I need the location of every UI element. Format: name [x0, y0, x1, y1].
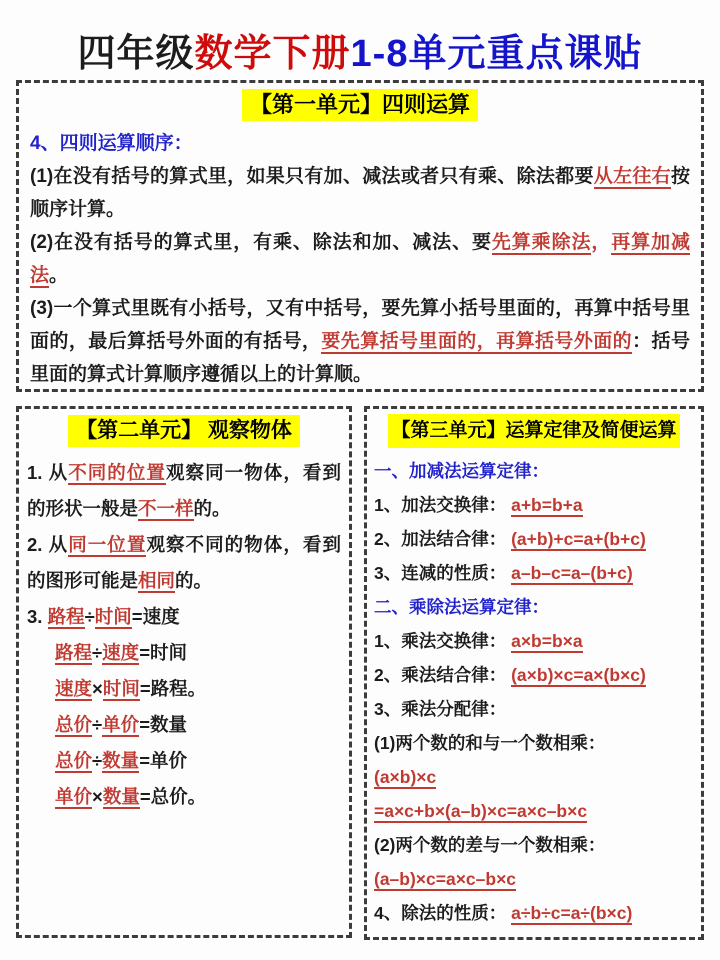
text-segment-red-u: (a×b)×c=a×(b×c) [511, 665, 646, 685]
text-segment: =总价。 [139, 786, 207, 807]
text-line [30, 127, 690, 160]
text-segment-red-u: a+b=b+a [511, 495, 583, 515]
text-segment-red-u: a×b=b×a [511, 631, 583, 651]
text-segment: 2、乘法结合律： [374, 665, 512, 685]
text-segment: (3)一个算式里既有小括号，又有中括号，要先算小括号里面的，再算中括号里面的，最后算括号外面的有括号， [30, 298, 690, 352]
text-line [374, 556, 694, 590]
text-segment-red-u: a–b–c=a–(b+c) [511, 563, 633, 583]
text-segment: 2、加法结合律： [374, 529, 512, 549]
text-line [374, 896, 694, 930]
text-segment: 观察同一物体，看到的形状一般是 [27, 462, 341, 519]
section-unit2-header [27, 415, 341, 447]
text-line [374, 624, 694, 658]
text-line [27, 779, 341, 815]
section-unit1-header [30, 89, 690, 121]
text-segment-red-u: 时间 [94, 606, 132, 627]
text-segment-t-blue: 1-8单元重点课贴 [350, 33, 643, 75]
text-segment: 1、加法交换律： [374, 495, 512, 515]
text-segment-red-u: 数量 [102, 750, 140, 771]
section-unit1-header-label: 【第一单元】四则运算 [242, 89, 478, 121]
text-segment-t-red: 数学下册 [194, 33, 351, 75]
text-line [374, 522, 694, 556]
section-unit1-body [30, 127, 690, 391]
text-segment: ÷ [92, 750, 103, 771]
text-segment: =路程。 [139, 678, 207, 699]
text-segment: 1. 从 [27, 462, 69, 483]
text-line [27, 599, 341, 635]
text-segment: =时间 [139, 642, 187, 663]
text-segment-red-u: 先算乘除法 [491, 232, 592, 253]
text-line [374, 726, 694, 760]
text-segment-red-u: 同一位置 [68, 534, 147, 555]
text-segment-red-u: (a–b)×c=a×c–b×c [374, 869, 517, 889]
text-segment-red-u: (a×b)×c [374, 767, 437, 787]
section-unit2-body [27, 455, 341, 815]
text-line [374, 692, 694, 726]
text-segment-red-u: =a×c+b×(a–b)×c=a×c–b×c [374, 801, 588, 821]
text-segment-red-u: (a+b)+c=a+(b+c) [511, 529, 646, 549]
text-segment: ÷ [92, 714, 103, 735]
text-line [27, 743, 341, 779]
text-segment: 4、除法的性质： [374, 903, 512, 923]
text-segment: 观察不同的物体，看到的图形可能是 [27, 534, 341, 591]
text-line [27, 455, 341, 527]
text-line [374, 488, 694, 522]
text-line [30, 160, 690, 226]
text-segment: (1)两个数的和与一个数相乘： [374, 733, 606, 753]
text-segment-red-u: 总价 [55, 750, 93, 771]
text-segment-red-u: 单价 [102, 714, 140, 735]
text-segment: 3、连减的性质： [374, 563, 512, 583]
text-segment: =数量 [139, 714, 187, 735]
text-segment-red-u: 单价 [55, 786, 93, 807]
section-unit3-body [374, 454, 694, 930]
text-segment-red-u: 速度 [55, 678, 93, 699]
text-segment: 3. [27, 606, 48, 627]
text-line [27, 527, 341, 599]
section-unit3-header-label: 【第三单元】运算定律及简便运算 [388, 414, 679, 448]
text-segment: ÷ [92, 642, 103, 663]
text-segment-t-black: 四年级 [77, 33, 195, 75]
text-segment: 1、乘法交换律： [374, 631, 512, 651]
text-segment-red-u: 路程 [47, 606, 85, 627]
text-segment-red-u: 相同 [138, 570, 176, 591]
text-segment-red: ， [591, 232, 612, 253]
text-line [374, 760, 694, 794]
page-title [0, 22, 720, 77]
section-unit2-header-label: 【第二单元】 观察物体 [68, 415, 300, 447]
text-segment-red-u: 路程 [55, 642, 93, 663]
text-segment: 2. 从 [27, 534, 69, 555]
text-line [374, 862, 694, 896]
text-line [30, 226, 690, 292]
text-segment: (1)在没有括号的算式里，如果只有加、减法或者只有乘、除法都要 [30, 166, 594, 187]
text-segment-red-u: 时间 [102, 678, 140, 699]
text-line [374, 828, 694, 862]
text-segment-red-u: 不一样 [138, 498, 194, 519]
text-line [374, 590, 694, 624]
text-segment: =速度 [131, 606, 180, 627]
text-line [27, 707, 341, 743]
text-segment-red-u: 要先算括号里面的，再算括号外面的 [321, 331, 633, 352]
text-segment-blue: 一、加减法运算定律： [374, 461, 549, 481]
text-segment-red-u: 不同的位置 [68, 462, 166, 483]
text-segment: 按顺序计算。 [30, 166, 690, 220]
section-unit3-header [374, 414, 694, 448]
text-line [374, 794, 694, 828]
text-segment-red-u: a÷b÷c=a÷(b×c) [511, 903, 633, 923]
text-segment: 的。 [193, 498, 231, 519]
text-segment: ：括号里面的算式计算顺序遵循以上的计算顺。 [30, 331, 690, 385]
text-segment-red-u: 总价 [55, 714, 93, 735]
text-segment-blue: 二、乘除法运算定律： [374, 597, 549, 617]
section-unit1-four-operations [16, 80, 704, 392]
text-segment: × [92, 678, 103, 699]
text-segment: 3、乘法分配律： [374, 699, 507, 719]
text-segment: (2)两个数的差与一个数相乘： [374, 835, 606, 855]
text-line [0, 22, 720, 77]
text-segment: ÷ [84, 606, 95, 627]
text-segment: (2)在没有括号的算式里，有乘、除法和加、减法、要 [30, 232, 492, 253]
text-line [30, 292, 690, 391]
section-unit2-observing-objects [16, 406, 352, 938]
text-segment-red-u: 数量 [102, 786, 140, 807]
text-segment-red-u: 从左往右 [593, 166, 671, 187]
text-line [374, 658, 694, 692]
text-segment-blue: 4、四则运算顺序： [30, 133, 193, 154]
text-line [27, 635, 341, 671]
text-line [27, 671, 341, 707]
text-segment-red-u: 再算加减法 [30, 232, 690, 286]
text-segment: 的。 [175, 570, 213, 591]
text-segment-red-u: 速度 [102, 642, 140, 663]
text-segment: 。 [49, 265, 69, 286]
text-segment: =单价 [139, 750, 187, 771]
text-line [374, 454, 694, 488]
text-segment: × [92, 786, 103, 807]
section-unit3-operation-laws [364, 406, 704, 940]
